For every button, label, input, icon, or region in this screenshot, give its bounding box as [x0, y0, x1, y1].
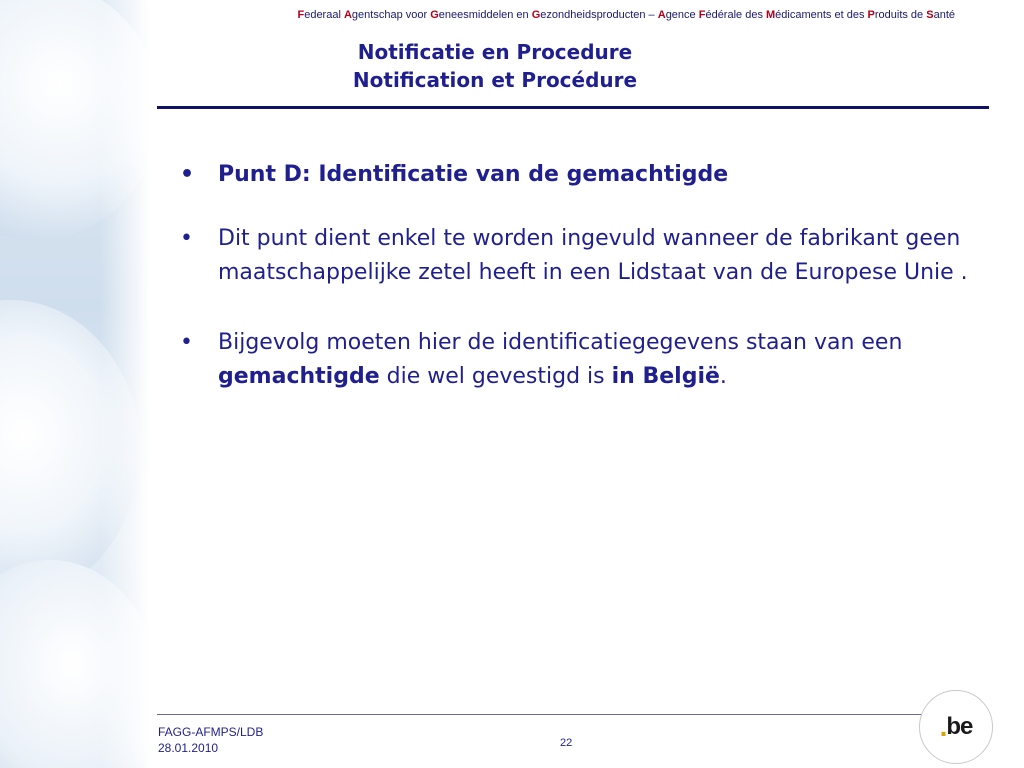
footer-divider [157, 714, 927, 715]
bullet-item [180, 222, 970, 290]
footer-info [158, 724, 263, 756]
emphasis-gemachtigde: gemachtigde [218, 364, 380, 389]
image-fade [100, 0, 150, 768]
be-logo [919, 690, 993, 764]
bullet-list [180, 158, 970, 430]
bullet-text: Dit punt dient enkel te worden ingevuld wanneer de fabrikant geen maatschappelijke zetel heeft in een Lidstaat van de Europese Unie . [218, 226, 968, 285]
slide-title [160, 38, 830, 94]
header-divider [157, 106, 989, 109]
page-number: 22 [560, 737, 573, 749]
bullet-marker: • [180, 162, 195, 187]
title-dutch: Notificatie en Procedure [357, 40, 633, 64]
be-logo-text: be [946, 713, 973, 740]
decorative-pill-image [0, 0, 150, 768]
be-logo-dot: . [939, 711, 947, 742]
bullet-text: Punt D: Identificatie van de gemachtigde [218, 162, 729, 187]
bullet-marker: • [180, 226, 193, 251]
footer-org: FAGG-AFMPS/LDB [158, 725, 264, 739]
title-french: Notification et Procédure [352, 68, 638, 92]
bullet-item [180, 158, 970, 192]
bullet-item [180, 326, 970, 394]
bullet-text: Bijgevolg moeten hier de identificatiegegevens staan van een gemachtigde die wel gevestigd is in België. [218, 330, 903, 389]
footer-date: 28.01.2010 [158, 741, 219, 755]
bullet-marker: • [180, 330, 193, 355]
emphasis-belgie: in België [611, 364, 720, 389]
agency-name: Federaal Agentschap voor Geneesmiddelen en Gezondheidsproducten – Agence Fédérale des Médicaments et des Produits de Santé [297, 9, 955, 21]
